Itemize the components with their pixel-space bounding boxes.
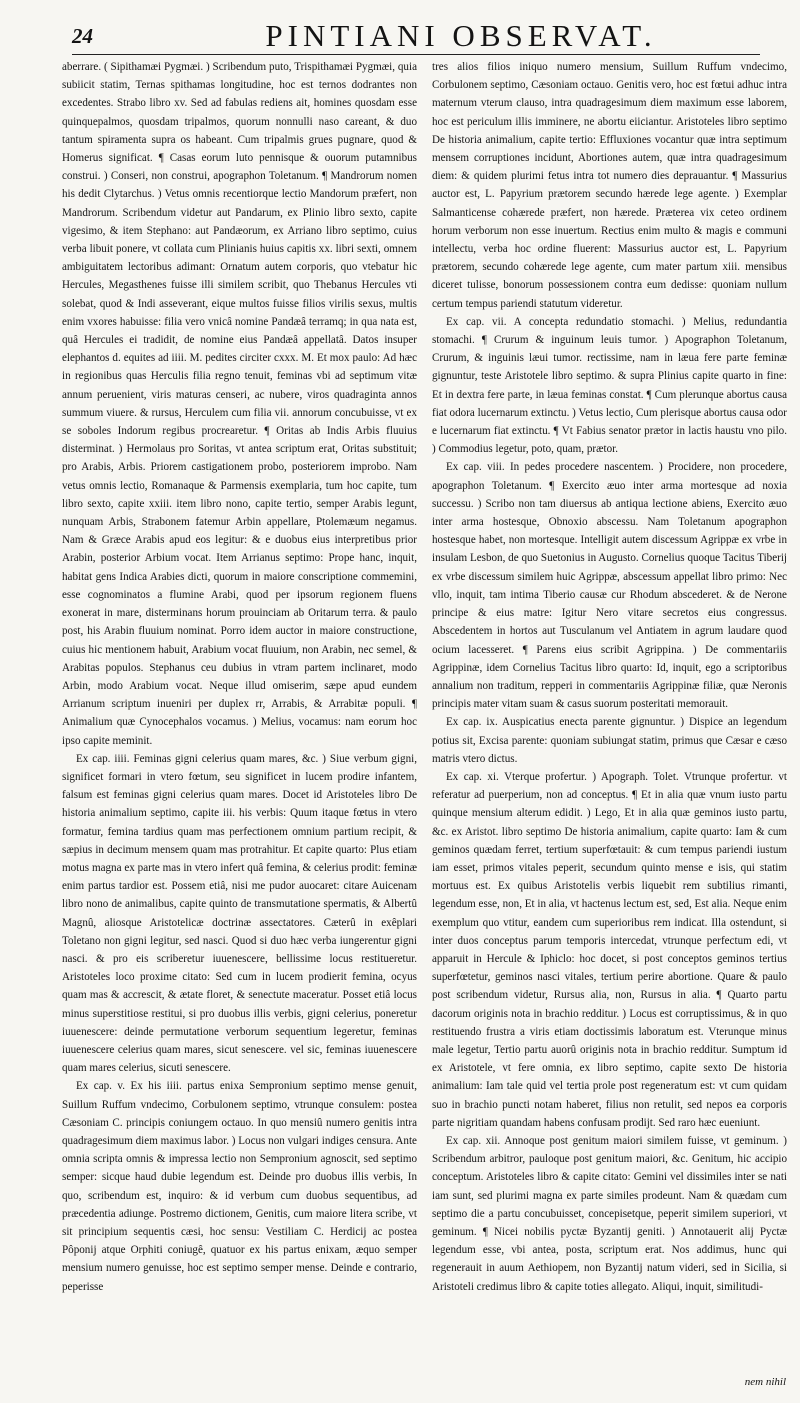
- paragraph: Ex cap. viii. In pedes procedere nascentem. ) Procidere, non procedere, apographon Toletanum. ¶ Exercito æuo inter arma mortesque ad noxia successu. ) Scribo non tam diuersus ab antiqua lectione abiens, Exercito æuo inter arma hostesque, Obnoxio abscessu. Nam Toletanum apographon hostesque habet, non mortesque. Intelligit autem discessum Agrippæ ex vrbe in insulam Lesbon, de quo Suetonius in Augusto. Cornelius quoque Tacitus Tiberij ex vrbe discessum similem huic Agrippæ, abscessum appellat libro primo: Nec vllo, inquit, tam intima Tiberio causæ cur Rhodum abscederet. & de Nerone principe & eius matre: Igitur Nero vitare secretos eius congressus. Abscedentem in hortos aut Tusculanum vel Antiatem in agrum laudare quod ocium lacesseret. ¶ Parens eius scribit Agrippina. ) De commentariis Agrippinæ, idem Cornelius Tacitus libro quarto: Id, inquit, ego a scriptoribus annalium non traditum, repperi in commentariis Agrippinæ filiæ, quæ Neronis principis mater vitam suam & casus suorum posteritati memorauit.: [432, 461, 787, 711]
- paragraph: Ex cap. xii. Annoque post genitum maiori similem fuisse, vt geminum. ) Scribendum arbitror, pauloque post genitum maiori, &c. Genitum, hic accipio conceptum. Aristoteles libro & capite citato: Gemini vel dissimiles inter se nati iam sunt, sed plurimi magna ex parte similes prodeunt. Nam & quædam cum septimo die a partu concubuisset, concepisetque, peperit similem superiori, vt geminum. ¶ Nicei nobilis pyctæ Byzantij geniti. ) Annotauerit alij Pyctæ legendum esse, vbi antea, posta, scriptum erat. Nos addimus, hunc qui regenerauit in auum Aethiopem, non Byzantij natum videri, sed in Sicilia, si Aristoteli credimus libro & capite toties allegato. Aliqui, inquit, similitudi-: [432, 1134, 787, 1293]
- left-column: [62, 58, 417, 1296]
- paragraph: tres alios filios iniquo numero mensium, Suillum Ruffum vndecimo, Corbulonem septimo, Cæsoniam octauo. Genitis vero, hoc est fœtui adhuc intra maternum vterum clauso, intra quadragesimum diem maximum esse laborem, hoc est periculum illis imminere, ne abortu eiiciantur. Aristoteles libro septimo De historia animalium, capite tertio: Effluxiones vocantur quæ intra septimum mensem corruptiones incidunt, Abortiones autem, quæ intra quadragesimum diem: & quidem plurimi fetus intra tot numero dies deprauantur. ¶ Massurius auctor est, L. Papyrium prætorem secundo hærede lege agente. ) Exemplar Salmanticense cohærede præfert, non hærede. Præterea vix ceteo ordinem horum verborum non esse inuertum. Rectius enim multo & magis e communi intellectu, verba hoc ordine fluerent: Massurius auctor est, L. Papyrium prætorem, secundo cohærede lege agente, cum mater partum xiii. mensibus diceret tulisse, bonorum possessionem contra eum dedisse: quoniam nullum certum tempus pariendi statutum videretur.: [432, 61, 787, 310]
- paragraph: aberrare. ( Sipithamæi Pygmæi. ) Scribendum puto, Trispithamæi Pygmæi, quia subiicit statim, Ternas spithamas longitudine, hoc est ternos dodrantes non excedentes. Strabo libro xv. Sed ad fabulas rediens ait, homines quosdam esse quinquepalmos, quosdam tripalmos, quorum nonnulli naso careant, & duo tantum spiramenta supra os habeant. Cum tripalmis grues pugnare, quod & Homerus significat. ¶ Casas eorum luto pennisque & ouorum putamnibus construi. ) Conseri, non construi, apographon Toletanum. ¶ Mandrorum nomen his dedit Clytarchus. ) Vetus omnis recentiorque lectio Mandorum præfert, non Mandrorum. Scribendum videtur aut Pandarum, ex Plinio libro sexto, capite vigesimo, & item Stephano: aut Pandæorum, ex Arriano libro septimo, cuius verba libuit ponere, vt collata cum Plinianis huius capitis xx. libri sexti, omnem ambiguitatem lectoribus adimant: Ornatum autem corporis, quo vtebatur hic Hercules, Megasthenes fuisse illi similem scribit, quo Thebanus Hercules vti solebat, quod & Indi asseverant, eique multos fuisse filios virilis sexus, multis enim vxores habuisse: filia vero vnicâ nomine Pandæâ terramq; in qua nata est, quâ Hercules ei tradidit, de nomine eius Pandæâ appellatâ. Datos insuper elephantos d. equites ad iiii. M. pedites circiter cxxx. M. Et mox paulo: Ad hæc in regionibus quas Herculis filia regno tenuit, feminas vbi ad septimum vitæ annum peruenient, viris maturas censeri, ac nubere, viros quadraginta annos summum viuere. & rursus, Herculem cum filia vii. annorum concubuisse, vt ex se soboles Indorum regibus procrearetur. ¶ Oritas ab Indis Arbis fluuius disterminat. ) Hermolaus pro Soritas, vt antea scriptum erat, Oritas substituit; pro Arabis, Arbis. Priorem castigationem probo, posteriorem improbo. Nam vetus omnis lectio, Romanaque & Parmensis exemplaria, tum hoc capite, tum libro sexto, capite xxiii. item libro nono, capite tertio, semper Arabis legunt, nunquam Arbis, Strabonem fatemur Arbin appellare, Ptolemæum negamus. Nam & Græce Arabis apud eos legitur: & e duobus eius interpretibus prior Arabin, posterior Arbium vocat. Item Arrianus septimo: Prope hanc, inquit, habitat gens Indica Arabies dicti, quorum in maiore conscriptione commemini, esse cognominatos a flumine Arabi, quod per ipsorum regionem fluens exonerat in mare, disterminans horum prouinciam ab Oritarum terra. & paulo post, his Arabin fluuium nominat. Porro idem auctor in maiore constructione, cuius hic mentionem habuit, Arabium vocat fluuium, non Arabin, nec semel, & Arabitas populos. Stephanus ceu dubius in vtram partem inclinaret, modo Arbin, modo Arabium vocat. Neque illud omiserim, sæpe apud eundem Arrianum scriptum inueniri per duplex rr, Arrabis, & Arrabitæ populi. ¶ Animalium quæ Cynocephalos vocamus. ) Melius, vocamus: nam eorum hoc ipso capite meminit.: [62, 61, 417, 747]
- page-number: 24: [72, 24, 93, 48]
- paragraph: Ex cap. vii. A concepta redundatio stomachi. ) Melius, redundantia stomachi. ¶ Crurum & inguinum leuis tumor. ) Apographon Toletanum, Crurum, & inguinis læui tumor. rectissime, nam in læua fere parte feminæ gignuntur, teste Aristotele libro septimo. & supra Plinius capite quarto in fine: Et in dextra fere parte, in læua feminas constat. ¶ Cum plerunque abortus causa fiat odora lucernarum extinctu. ) Vetus lectio, Cum plerisque abortus causa odor e lucernarum fiat extinctu. ¶ Vt Fabius senator prætor in lactis haustu vno pilo. ) Commodius legetur, poto, quam, prætor.: [432, 315, 787, 456]
- right-column: [432, 58, 787, 1296]
- page-header: [72, 14, 760, 55]
- paragraph: Ex cap. iiii. Feminas gigni celerius quam mares, &c. ) Siue verbum gigni, significet formari in vtero fœtum, seu significet in lucem prodire infantem, falsum est feminas gigni celerius quam mares. Docet id Aristoteles libro De historia animalium septimo, capite iii. his verbis: Quum itaque fœtus in vtero formatur, femina tardius quam mas perfectionem omnium partium recipit, & sæpius in decimum mensem quam mas protrahitur. Et capite quarto: Plus etiam motus magna ex parte mas in vtero infert quâ femina, & celerius prodit: feminæ enim partus tardior est. Possem etiâ, nisi me pudor auocaret: citare Auicenam libro nono de animalibus, capite quinto de transmutatione spermatis, & Albertû Magnû, aliosque Aristotelicæ doctrinæ assectatores. Cæterû in exêplari Toletano non gigni legitur, sed nasci. Quod si duo hæc verba iungerentur gigni nasci. & pro eis scriberetur iuuenescere, bellissime locus restitueretur. Aristoteles loco proxime citato: Sed cum in lucem prodierit femina, ocyus quam mas & accrescit, & ætate floret, & senectute maceratur. Posset etiâ locus minus superstitiose restitui, si pro duobus illis verbis, gigni celerius, poneretur iuuenescere: deinde permutatione verborum sequentium legeretur, feminas iuuenescere celerius quam mares, sicut senescere. vel sic, feminas iuuenescere quam mares celerius, sicuti senescere.: [62, 752, 417, 1075]
- running-title: PINTIANI OBSERVAT.: [265, 18, 657, 53]
- paragraph: Ex cap. ix. Auspicatius enecta parente gignuntur. ) Dispice an legendum potius sit, Excisa parente: quoniam subiungat statim, primus que Cæsar e cæso matris vtero dictus.: [432, 716, 787, 765]
- catchword: nem nihil: [744, 1376, 786, 1388]
- paragraph: Ex cap. xi. Vterque profertur. ) Apograph. Tolet. Vtrunque profertur. vt referatur ad puerperium, non ad conceptus. ¶ Et in alia quæ vnum iusto partu quinque mensium alterum edidit. ) Lego, Et in alia quæ geminos iusto partu, &c. ex Aristot. libro septimo De historia animalium, capite quarto: Iam & cum geminos quædam ferret, tertium superfœtauit: & cum tempus pariendi iustum iam esset, primos vitales peperit, secundum quinto mense e isis, qui statim mortuus est. Ex quibus Aristotelis verbis liquebit rem subtilius rimanti, legendum esse, non, Et in alia, vt hactenus lectum est, sed, Est alia. Neque enim exemplum quo vtitur, eandem cum superioribus rem indicat. Illa ostendunt, si inter duos conceptus parum temporis intercedat, vtrunque perfectum edi, vt apparuit in Hercule & Iphiclo: hoc docet, si post conceptos geminos tertius superfœtetur, geminos nasci vitales, tertium perire abortione. Quare & paulo post scribendum videtur, Rursus alia, non, Rursus in alia. ¶ Quarto partu dacorum originis nota in brachio redditur. ) Locus est corruptissimus, & in quo restituendo frustra a viris etiam doctissimis laboratum est. Vterunque minus male legetur, Tertio partu auorû originis nota in brachio redditur. Sumptum id ex Aristotele, vt fere omnia, ex libro septimo, capite sexto De historia animalium: Iam tale quid vel tertia prole post regeneratum est: vt cum quidam suo in brachio puncti notam haberet, filius non retulit, sed nepos ea corporis parte nigritiam quandam habens confusam prodijt. Sed raro hæc eueniunt.: [432, 770, 787, 1129]
- paragraph: Ex cap. v. Ex his iiii. partus enixa Sempronium septimo mense genuit, Suillum Ruffum vndecimo, Corbulonem septimo, vtrunque consulem: postea Cæsoniam C. principis coniungem octauo. In quo mensiû numero genitis intra quadragesimum diem maximus labor. ) Locus non vulgari indiges censura. Ante omnia scripta omnis & impressa lectio non Sempronium agnoscit, sed septimo semper: sicque haud dubie legendum est. Deinde pro duobus illis verbis, In quo, scribendum est, inquiro: & id verbum cum duobus sequentibus, ad præcedentia adiunge. Postremo dictionem, Genitis, cum maiore litera scribe, vt sit principium sequentis cæsi, hoc sensu: Vestiliam C. Herdicij ac postea Pôponij atque Orphiti coniugê, quatuor ex his partus enixam, æquo semper mensium numero genuisse, hoc est septimo semper mense. Deinde e contrario, peperisse: [62, 1080, 417, 1293]
